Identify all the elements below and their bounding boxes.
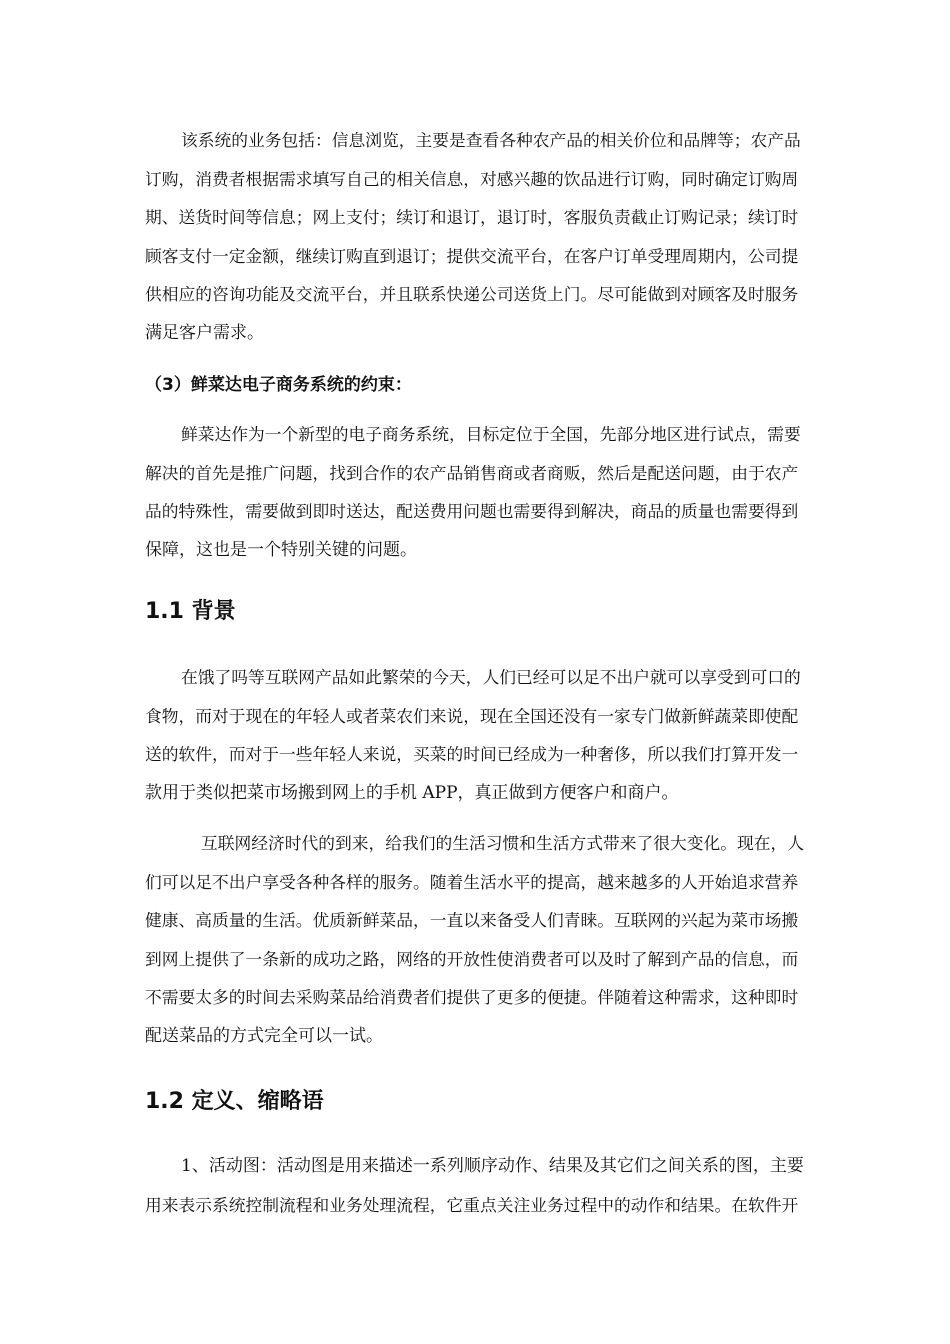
text-line: 不需要太多的时间去采购菜品给消费者们提供了更多的便捷。伴随着这种需求，这种即时 [145, 987, 799, 1008]
text-line: 鲜菜达作为一个新型的电子商务系统，目标定位于全国，先部分地区进行试点，需要 [181, 424, 801, 444]
text-line: 保障，这也是一个特别关键的问题。 [145, 539, 417, 560]
text-line: 期、送货时间等信息；网上支付；续订和退订，退订时，客服负责截止订购记录；续订时 [145, 207, 799, 228]
text-line: 食物，而对于现在的年轻人或者菜农们来说，现在全国还没有一家专门做新鲜蔬菜即使配 [145, 705, 799, 726]
text-line: 配送菜品的方式完全可以一试。 [145, 1025, 383, 1046]
text-line: 健康、高质量的生活。优质新鲜菜品，一直以来备受人们青睐。互联网的兴起为菜市场搬 [145, 910, 799, 931]
paragraph-system-constraints [145, 415, 807, 569]
paragraph-background-2 [145, 824, 807, 1056]
paragraph-business-scope [145, 121, 807, 353]
text-line: 到网上提供了一条新的成功之路，网络的开放性使消费者可以及时了解到产品的信息，而 [145, 948, 799, 969]
text-line: 供相应的咨询功能及交流平台，并且联系快递公司送货上门。尽可能做到对顾客及时服务 [145, 284, 799, 305]
text-line: 满足客户需求。 [145, 322, 264, 343]
text-line: 用来表示系统控制流程和业务处理流程，它重点关注业务过程中的动作和结果。在软件开 [145, 1194, 799, 1215]
text-line: 订购，消费者根据需求填写自己的相关信息，对感兴趣的饮品进行订购，同时确定订购周 [145, 168, 799, 189]
subheading-system-constraints: （3）鲜菜达电子商务系统的约束： [145, 375, 412, 395]
text-line: 款用于类似把菜市场搬到网上的手机 APP，真正做到方便客户和商户。 [145, 782, 679, 803]
section-heading-background: 1.1 背景 [145, 599, 236, 624]
text-line: 品的特殊性，需要做到即时送达，配送费用问题也需要得到解决，商品的质量也需要得到 [145, 501, 799, 522]
text-line: 该系统的业务包括：信息浏览，主要是查看各种农产品的相关价位和品牌等；农产品 [181, 130, 801, 150]
text-line: 们可以足不出户享受各种各样的服务。随着生活水平的提高，越来越多的人开始追求营养 [145, 871, 799, 892]
text-line: 在饿了吗等互联网产品如此繁荣的今天，人们已经可以足不出户就可以享受到可口的 [181, 667, 801, 687]
text-line: 顾客支付一定金额，继续订购直到退订；提供交流平台，在客户订单受理周期内，公司提 [145, 245, 799, 266]
paragraph-background-1 [145, 658, 807, 812]
paragraph-definitions [145, 1147, 807, 1224]
text-line: 互联网经济时代的到来，给我们的生活习惯和生活方式带来了很大变化。现在，人 [201, 833, 805, 853]
text-line: 1、活动图：活动图是用来描述一系列顺序动作、结果及其它们之间关系的图，主要 [181, 1156, 804, 1176]
text-line: 送的软件，而对于一些年轻人来说，买菜的时间已经成为一种奢侈，所以我们打算开发一 [145, 744, 799, 765]
section-heading-definitions: 1.2 定义、缩略语 [145, 1089, 324, 1114]
text-line: 解决的首先是推广问题，找到合作的农产品销售商或者商贩，然后是配送问题，由于农产 [145, 462, 799, 483]
